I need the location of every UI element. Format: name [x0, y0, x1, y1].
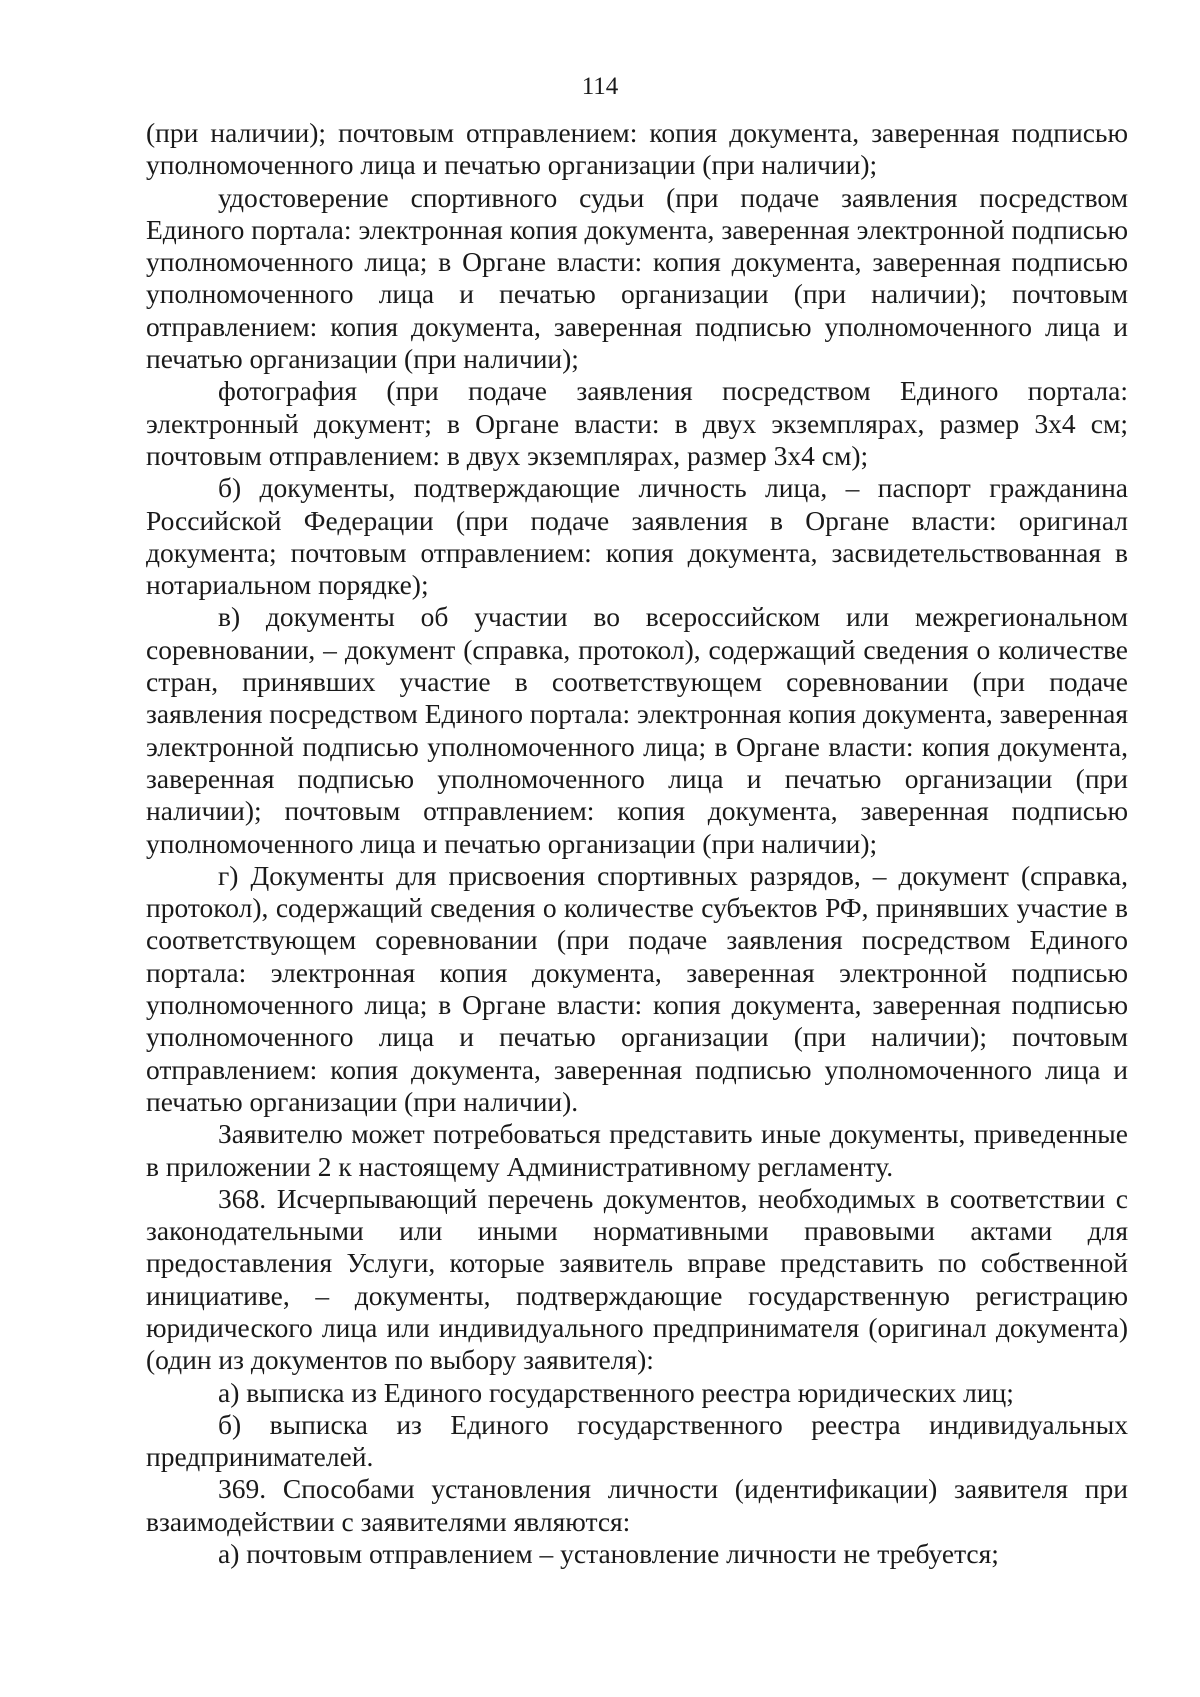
paragraph-continuation: (при наличии); почтовым отправлением: копия документа, заверенная подписью уполномоченного лица и печатью организации (при наличии);	[146, 117, 1128, 181]
paragraph-judge-certificate: удостоверение спортивного судьи (при подаче заявления посредством Единого портала: электронная копия документа, заверенная электронной подписью уполномоченного лица; в Органе власти: копия документа, заверенная подписью уполномоченного лица и печатью организации (при наличии); почтовым отправлением: копия документа, заверенная подписью уполномоченного лица и печатью организации (при наличии);	[146, 181, 1128, 375]
paragraph-369: 369. Способами установления личности (идентификации) заявителя при взаимодействии с заявителями являются:	[146, 1473, 1128, 1537]
paragraph-other-documents: Заявителю может потребоваться представить иные документы, приведенные в приложении 2 к настоящему Административному регламенту.	[146, 1118, 1128, 1182]
paragraph-368-b: б) выписка из Единого государственного реестра индивидуальных предпринимателей.	[146, 1408, 1128, 1473]
paragraph-b-identity-documents: б) документы, подтверждающие личность лица, – паспорт гражданина Российской Федерации (при подаче заявления в Органе власти: оригинал документа; почтовым отправлением: копия документа, засвидетельствованная в нотариальном порядке);	[146, 472, 1128, 601]
paragraph-368-a: а) выписка из Единого государственного реестра юридических лиц;	[218, 1376, 1014, 1408]
paragraph-photo: фотография (при подаче заявления посредством Единого портала: электронный документ; в Органе власти: в двух экземплярах, размер 3х4 см; почтовым отправлением: в двух экземплярах, размер 3х4 см);	[146, 375, 1128, 471]
paragraph-369-a: а) почтовым отправлением – установление личности не требуется;	[218, 1538, 999, 1570]
paragraph-g-sports-ranks-documents: г) Документы для присвоения спортивных разрядов, – документ (справка, протокол), содержащий сведения о количестве субъектов РФ, принявших участие в соответствующем соревновании (при подаче заявления посредством Единого портала: электронная копия документа, заверенная электронной подписью уполномоченного лица; в Органе власти: копия документа, заверенная подписью уполномоченного лица и печатью организации (при наличии); почтовым отправлением: копия документа, заверенная подписью уполномоченного лица и печатью организации (при наличии).	[146, 859, 1128, 1117]
page-number: 114	[581, 73, 619, 100]
paragraph-368: 368. Исчерпывающий перечень документов, необходимых в соответствии с законодательными или иными нормативными правовыми актами для предоставления Услуги, которые заявитель вправе представить по собственной инициативе, – документы, подтверждающие государственную регистрацию юридического лица или индивидуального предпринимателя (оригинал документа) (один из документов по выбору заявителя):	[146, 1182, 1128, 1376]
document-body	[146, 117, 1128, 1570]
paragraph-v-competition-documents: в) документы об участии во всероссийском или межрегиональном соревновании, – документ (справка, протокол), содержащий сведения о количестве стран, принявших участие в соответствующем соревновании (при подаче заявления посредством Единого портала: электронная копия документа, заверенная электронной подписью уполномоченного лица; в Органе власти: копия документа, заверенная подписью уполномоченного лица и печатью организации (при наличии); почтовым отправлением: копия документа, заверенная подписью уполномоченного лица и печатью организации (при наличии);	[146, 601, 1128, 859]
